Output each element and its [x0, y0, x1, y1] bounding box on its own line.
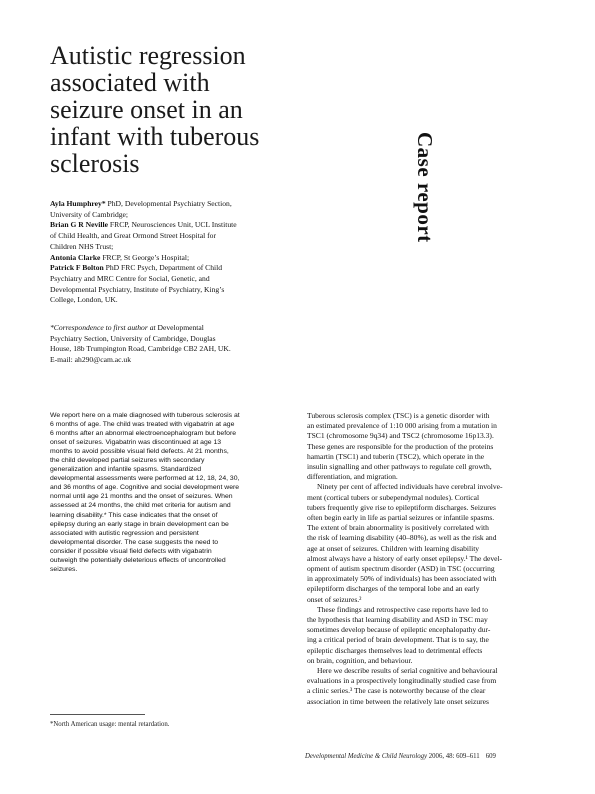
author-affiliation: Children NHS Trust; [50, 241, 114, 251]
body-line: an estimated prevalence of 1:10 000 arising from a mutation in [307, 421, 497, 431]
abstract-line: We report here on a male diagnosed with tuberous sclerosis at [50, 412, 240, 419]
abstract-line: developmental assessments were performed at 12, 18, 24, 30, [50, 475, 240, 483]
author-affiliation: FRCP, St George’s Hospital; [102, 252, 190, 262]
author-entry [50, 253, 290, 264]
abstract-line: consider if possible visual field defects with vigabatrin [50, 547, 212, 555]
footnote: *North American usage: mental retardation. [50, 721, 170, 728]
body-line: insulin signalling and other pathways to regulate cell growth, [307, 462, 492, 472]
author-list [50, 199, 290, 306]
author-affiliation: PhD, Developmental Psychiatry Section, [107, 199, 232, 208]
body-line: age at onset of seizures. Children with learning disability [307, 543, 480, 553]
abstract-line: learning disability.* This case indicates that the onset of [50, 511, 218, 519]
page-number: 609 [485, 753, 496, 760]
body-line: These findings and retrospective case reports have led to [317, 604, 488, 614]
body-line: ment (cortical tubers or subependymal nodules). Cortical [307, 492, 480, 502]
body-line: the hypothesis that learning disability and ASD in TSC may [307, 615, 488, 625]
abstract-line: the child developed partial seizures with secondary [50, 457, 205, 465]
footnote-rule [50, 714, 145, 715]
abstract-line: onset of seizures. Vigabatrin was discontinued at age 13 [50, 439, 222, 447]
abstract-line: 6 months of age. The child was treated with vigabatrin at age [50, 421, 235, 429]
body-line: sometimes develop because of epileptic encephalopathy dur- [307, 625, 491, 635]
body-line: Here we describe results of serial cognitive and behavioural [317, 666, 498, 676]
abstract-line: associated with autistic regression and persistent [50, 529, 199, 537]
page-footer [305, 753, 545, 760]
abstract-line: normal until age 21 months and the onset of seizures. When [50, 493, 233, 501]
correspondence-line: Developmental [155, 323, 204, 332]
author-affiliation: College, London, UK. [50, 295, 118, 305]
body-line: tubers frequently give rise to epileptiform discharges. Seizures [307, 502, 496, 512]
author-entry [50, 220, 290, 252]
title-line: sclerosis [50, 149, 140, 178]
author-name: Ayla Humphrey* [50, 199, 106, 208]
author-affiliation: University of Cambridge; [50, 209, 129, 219]
abstract-line: months to avoid possible visual field defects. At 21 months, [50, 448, 229, 456]
correspondence-label: *Correspondence to first author at [50, 323, 156, 332]
correspondence-email: E-mail: ah290@cam.ac.uk [50, 355, 132, 365]
body-line: often begin early in life as partial seizures or infantile spasms. [307, 513, 495, 523]
author-name: Brian G R Neville [50, 220, 109, 230]
author-affiliation: PhD FRC Psych, Department of Child [105, 263, 223, 273]
body-line: on brain, cognition, and behaviour. [307, 655, 413, 665]
abstract-line: outweigh the potentially deleterious effects of uncontrolled [50, 556, 226, 564]
abstract-line: epilepsy during an early stage in brain development can be [50, 520, 229, 528]
title-line: Autistic regression [50, 41, 246, 70]
author-entry [50, 199, 290, 220]
title-line: infant with tuberous [50, 122, 260, 151]
body-line: the risk of learning disability (40–80%), as well as the risk and [307, 533, 497, 543]
author-affiliation: of Child Health, and Great Ormond Street Hospital for [50, 231, 216, 241]
citation: 2006, 48: 609–611 [427, 753, 480, 760]
abstract-line: generalization and infantile spasms. Standardized [50, 466, 202, 474]
body-line: TSC1 (chromosome 9q34) and TSC2 (chromosome 16p13.3). [307, 431, 494, 441]
correspondence-first-line [50, 323, 290, 334]
correspondence-block [50, 323, 290, 366]
body-line: hamartin (TSC1) and tuberin (TSC2), which operate in the [307, 451, 485, 461]
author-affiliation: Developmental Psychiatry, Institute of Psychiatry, King’s [50, 284, 225, 294]
body-line: epileptiform discharges of the temporal lobe and an early [307, 584, 480, 594]
section-label: Case report [413, 132, 437, 243]
title-line: seizure onset in an [50, 95, 243, 124]
journal-name: Developmental Medicine & Child Neurology [305, 753, 428, 760]
title-line: associated with [50, 68, 210, 97]
body-line: Tuberous sclerosis complex (TSC) is a genetic disorder with [307, 411, 490, 420]
author-affiliation: Psychiatry and MRC Centre for Social, Genetic, and [50, 273, 210, 283]
abstract-line: and 36 months of age. Cognitive and social development were [50, 484, 240, 492]
body-line: differentiation, and migration. [307, 472, 398, 482]
body-line: The extent of brain abnormality is positively correlated with [307, 523, 489, 533]
body-line: opment of autism spectrum disorder (ASD) in TSC (occurring [307, 564, 495, 574]
author-affiliation: FRCP, Neurosciences Unit, UCL Institute [109, 220, 237, 230]
article-title [50, 42, 310, 177]
body-line: onset of seizures.² [307, 594, 362, 604]
body-line: These genes are responsible for the production of the proteins [307, 441, 494, 451]
body-line: ing a critical period of brain development. That is to say, the [307, 635, 489, 645]
body-line: evaluations in a prospectively longitudinally studied case from [307, 676, 497, 686]
author-entry [50, 263, 290, 306]
body-line: in approximately 50% of individuals) has been associated with [307, 574, 497, 584]
correspondence-line: House, 18b Trumpington Road, Cambridge CB2 2AH, UK. [50, 344, 231, 354]
body-line: a clinic series.³ The case is noteworthy because of the clear [307, 686, 486, 696]
author-name: Patrick F Bolton [50, 263, 104, 273]
abstract-line: seizures. [50, 565, 78, 573]
body-line: almost always have a history of early onset epilepsy.¹ The devel- [307, 553, 503, 563]
body-line: epileptic discharges themselves lead to detrimental effects [307, 645, 483, 655]
body-text-column [307, 411, 545, 707]
body-line: Ninety per cent of affected individuals have cerebral involve- [317, 482, 503, 492]
author-name: Antonia Clarke [50, 252, 101, 262]
abstract-line: assessed at 24 months, the child met criteria for autism and [50, 502, 231, 510]
abstract [50, 411, 290, 574]
abstract-line: 6 months after an abnormal electroencephalogram but before [50, 430, 237, 438]
abstract-line: developmental disorder. The case suggests the need to [50, 538, 219, 546]
correspondence-line: Psychiatry Section, University of Cambridge, Douglas [50, 333, 216, 343]
body-line: association in time between the relatively late onset seizures [307, 696, 489, 706]
